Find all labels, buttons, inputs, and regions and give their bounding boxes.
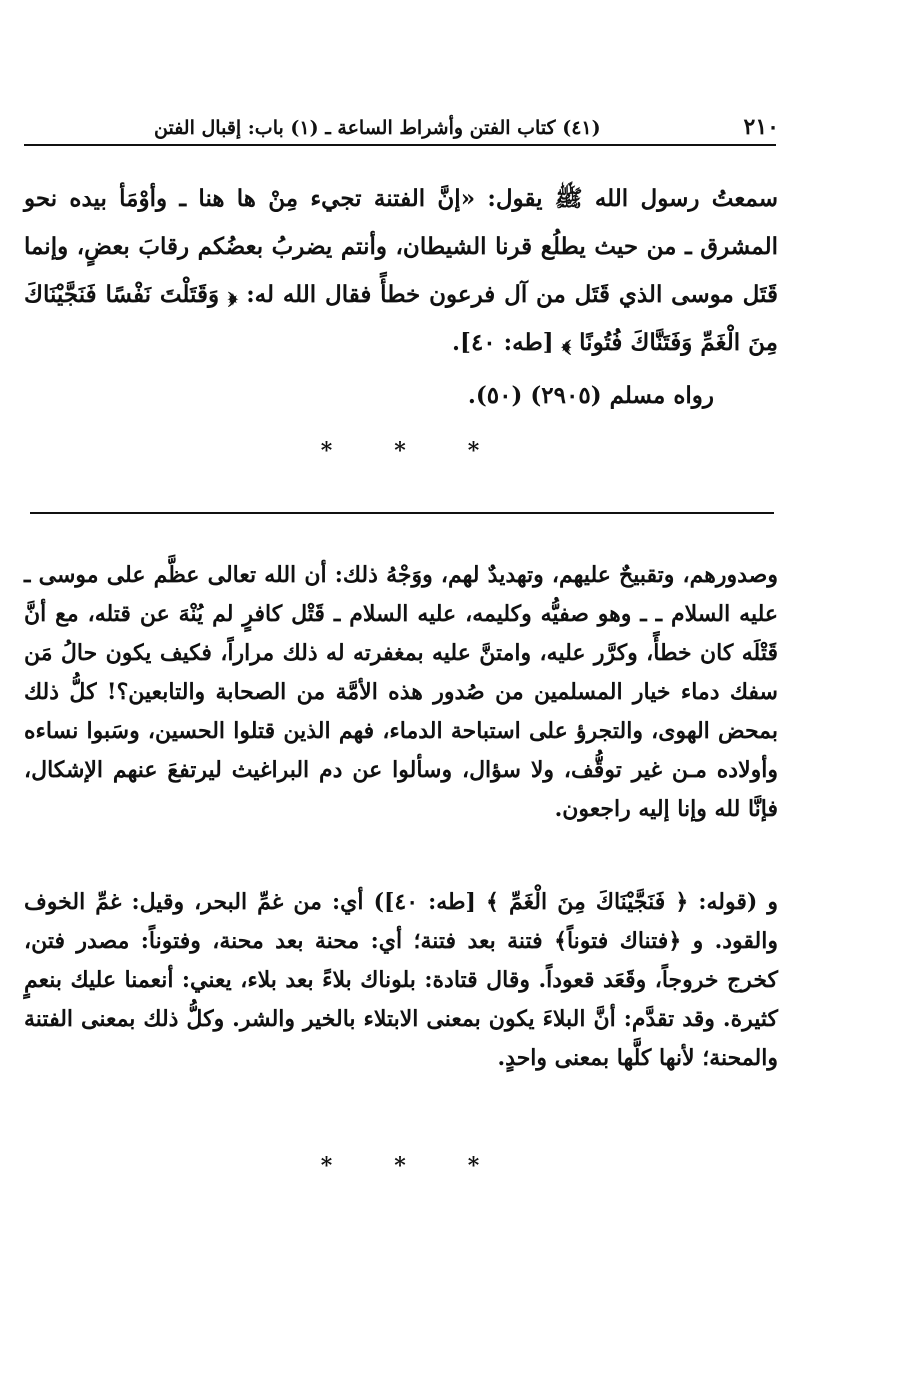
separator-star: * bbox=[467, 1153, 480, 1179]
header-title: (٤١) كتاب الفتن وأشراط الساعة ـ (١) باب: إقبال الفتن bbox=[154, 117, 601, 140]
header-rule bbox=[24, 144, 776, 146]
commentary-divider bbox=[30, 512, 774, 514]
section-separator-top bbox=[0, 440, 800, 462]
hadith-source: رواه مسلم (٢٩٠٥) (٥٠). bbox=[467, 382, 714, 409]
page-number: ٢١٠ bbox=[743, 113, 779, 140]
hadith-text bbox=[24, 175, 778, 367]
separator-star: * bbox=[394, 438, 406, 464]
hadith-body: سمعتُ رسول الله ﷺ يقول: «إنَّ الفتنة تجيء مِنْ ها هنا ـ وأوْمَأ بيده نحو المشرق ـ من حيث يطلُع قرنا الشيطان، وأنتم يضربُ بعضُكم رقابَ بعضٍ، وإنما قَتَل موسى الذي قَتَل من آل فرعون خطأً فقال الله له: bbox=[24, 185, 778, 308]
separator-star: * bbox=[394, 1153, 406, 1179]
commentary-paragraph-1: وصدورهم، وتقبيحٌ عليهم، وتهديدٌ لهم، ووَجْهُ ذلك: أن الله تعالى عظَّم على موسى ـ عليه السلام ـ ـ وهو صفيُّه وكليمه، عليه السلام ـ قَتْل كافرٍ لم يُنْهَ عن قتله، مع أنَّ قَتْلَه كان خطأً، وكرَّر عليه، وامتنَّ عليه بمغفرته له ذلك مراراً، فكيف يكون حالُ مَن سفك دماء خيار المسلمين من صُدور هذه الأمَّة من الصحابة والتابعين؟! كلُّ ذلك بمحض الهوى، والتجرؤ على استباحة الدماء، فهم الذين قتلوا الحسين، وسَبوا نساءه وأولاده مـن غير توقُّف، ولا سؤال، وسألوا عن دم البراغيث ليرتفعَ عنهم الإشكال، فإنَّا لله وإنا إليه راجعون. bbox=[24, 562, 778, 822]
section-separator-bottom bbox=[0, 1155, 800, 1177]
separator-star: * bbox=[467, 438, 480, 464]
separator-star: * bbox=[320, 1153, 333, 1179]
commentary-paragraph-2: و (قوله: ﴿ فَنَجَّيْنَاكَ مِنَ الْغَمِّ ﴾ [طه: ٤٠]) أي: من غمِّ البحر، وقيل: غمِّ الخوف والقود. و ﴿فتناك فتوناً﴾ فتنة بعد فتنة؛ أي: محنة بعد محنة، وفتوناً: مصدر فتن، كخرج خروجاً، وقَعَد قعوداً. وقال قتادة: بلوناك بلاءً بعد بلاء، يعني: أنعمنا عليك بنعمٍ كثيرة. وقد تقدَّم: أنَّ البلاءَ يكون بمعنى الابتلاء بالخير والشر. وكلُّ ذلك بمعنى الفتنة والمحنة؛ لأنها كلَّها بمعنى واحدٍ. bbox=[24, 889, 778, 1071]
quran-reference: [طه: ٤٠]. bbox=[452, 329, 554, 356]
quran-verse: ﴿ وَقَتَلْتَ نَفْسًا فَنَجَّيْنَاكَ مِنَ الْغَمِّ وَفَتَنَّاكَ فُتُونًا ﴾ bbox=[24, 281, 778, 356]
running-header bbox=[154, 100, 779, 140]
separator-star: * bbox=[320, 438, 333, 464]
